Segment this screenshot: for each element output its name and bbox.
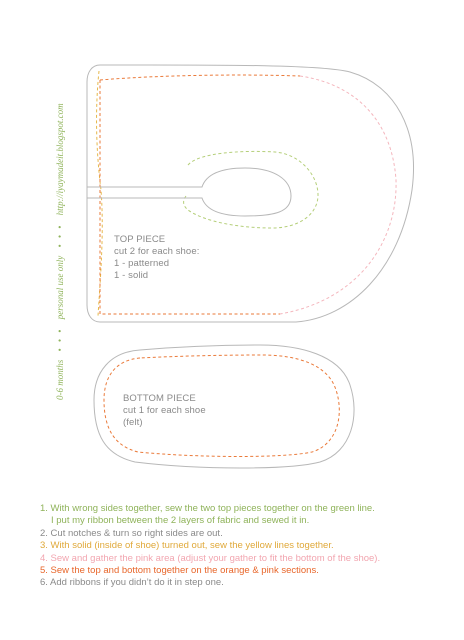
instruction-text: 1. With wrong sides together, sew the two top pieces together on the green line. bbox=[40, 503, 375, 514]
top-piece-yellow-seam bbox=[97, 71, 103, 316]
side-credit bbox=[53, 60, 67, 400]
top-piece-outline bbox=[87, 65, 413, 322]
bottom-piece-line: cut 1 for each shoe bbox=[123, 405, 206, 416]
top-piece-label bbox=[114, 234, 199, 282]
top-piece-pink-seam bbox=[280, 76, 396, 314]
instruction-text: 5. Sew the top and bottom together on the orange & pink sections. bbox=[40, 565, 319, 577]
instruction-text: 2. Cut notches & turn so right sides are out. bbox=[40, 527, 223, 539]
instruction-step bbox=[40, 577, 460, 589]
bottom-piece-line: (felt) bbox=[123, 417, 143, 428]
instruction-continuation: I put my ribbon between the 2 layers of fabric and sewed it in. bbox=[51, 515, 310, 527]
instructions-list bbox=[40, 503, 460, 590]
top-piece-green-seam bbox=[184, 151, 318, 228]
instruction-step bbox=[40, 553, 460, 565]
usage-label: personal use only bbox=[55, 255, 65, 320]
blog-url[interactable]: http://iyaymadeit.blogspot.com bbox=[55, 103, 65, 216]
instruction-text: 6. Add ribbons if you didn’t do it in step one. bbox=[40, 577, 224, 589]
top-piece-line: 1 - patterned bbox=[114, 258, 170, 269]
instruction-step bbox=[40, 503, 460, 528]
size-label: 0-6 months bbox=[55, 359, 65, 400]
instruction-step bbox=[40, 528, 460, 540]
top-piece-line: cut 2 for each shoe: bbox=[114, 246, 200, 257]
separator: • • • bbox=[55, 223, 65, 248]
separator: • • • bbox=[55, 327, 65, 352]
top-piece-ribbon-slot bbox=[87, 168, 291, 216]
top-piece-title: TOP PIECE bbox=[114, 234, 166, 245]
instruction-step bbox=[40, 540, 460, 552]
instruction-step bbox=[40, 565, 460, 577]
bottom-piece-title: BOTTOM PIECE bbox=[123, 393, 196, 404]
top-piece-line: 1 - solid bbox=[114, 270, 149, 281]
top-piece bbox=[87, 65, 413, 322]
bottom-piece-label bbox=[123, 393, 206, 429]
instruction-text: 3. With solid (inside of shoe) turned out, sew the yellow lines together. bbox=[40, 540, 334, 552]
instruction-text: 4. Sew and gather the pink area (adjust your gather to fit the bottom of the shoe). bbox=[40, 552, 381, 564]
